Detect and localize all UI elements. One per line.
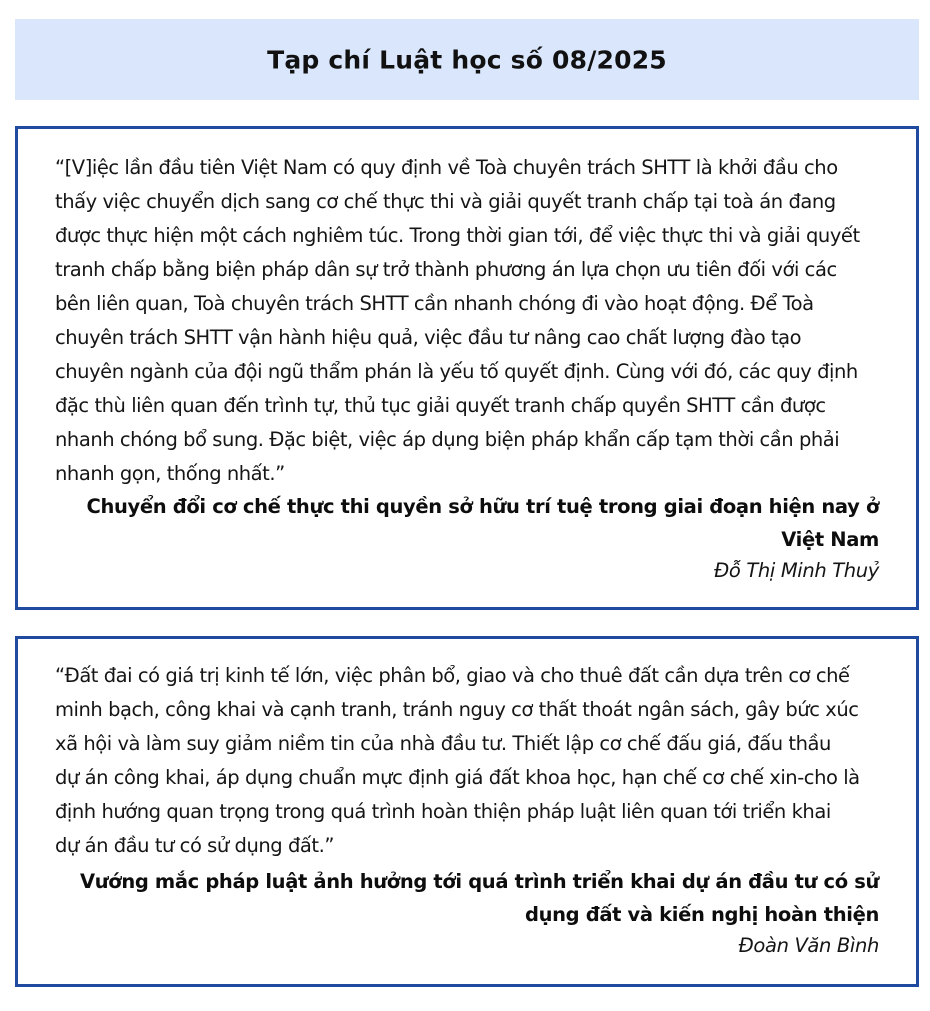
article-title: Chuyển đổi cơ chế thực thi quyền sở hữu trí tuệ trong giai đoạn hiện nay ở Việt Nam bbox=[86, 495, 879, 551]
quote-text: “Đất đai có giá trị kinh tế lớn, việc phân bổ, giao và cho thuê đất cần dựa trên cơ chế minh bạch, công khai và cạnh tranh, tránh nguy cơ thất thoát ngân sách, gây bức xúc xã hội và làm suy giảm niềm tin của nhà đầu tư. Thiết lập cơ chế đấu giá, đấu thầu dự án công khai, áp dụng chuẩn mực định giá đất khoa học, hạn chế cơ chế xin-cho là định hướng quan trọng trong quá trình hoàn thiện pháp luật liên quan tới triển khai dự án đầu tư có sử dụng đất.” bbox=[55, 664, 860, 857]
quote-card bbox=[15, 636, 919, 987]
header-banner bbox=[15, 19, 919, 100]
journal-title: Tạp chí Luật học số 08/2025 bbox=[267, 45, 667, 75]
article-title: Vướng mắc pháp luật ảnh hưởng tới quá trình triển khai dự án đầu tư có sử dụng đất và kiến nghị hoàn thiện bbox=[80, 870, 879, 926]
quote-text: “[V]iệc lần đầu tiên Việt Nam có quy định về Toà chuyên trách SHTT là khởi đầu cho thấy việc chuyển dịch sang cơ chế thực thi và giải quyết tranh chấp tại toà án đang được thực hiện một cách nghiêm túc. Trong thời gian tới, để việc thực thi và giải quyết tranh chấp bằng biện pháp dân sự trở thành phương án lựa chọn ưu tiên đối với các bên liên quan, Toà chuyên trách SHTT cần nhanh chóng đi vào hoạt động. Để Toà chuyên trách SHTT vận hành hiệu quả, việc đầu tư nâng cao chất lượng đào tạo chuyên ngành của đội ngũ thẩm phán là yếu tố quyết định. Cùng với đó, các quy định đặc thù liên quan đến trình tự, thủ tục giải quyết tranh chấp quyền SHTT cần được nhanh chóng bổ sung. Đặc biệt, việc áp dụng biện pháp khẩn cấp tạm thời cần phải nhanh gọn, thống nhất.” bbox=[55, 156, 860, 485]
quote-card bbox=[15, 126, 919, 610]
author-name: Đỗ Thị Minh Thuỷ bbox=[714, 559, 879, 582]
author-name: Đoàn Văn Bình bbox=[738, 934, 879, 957]
